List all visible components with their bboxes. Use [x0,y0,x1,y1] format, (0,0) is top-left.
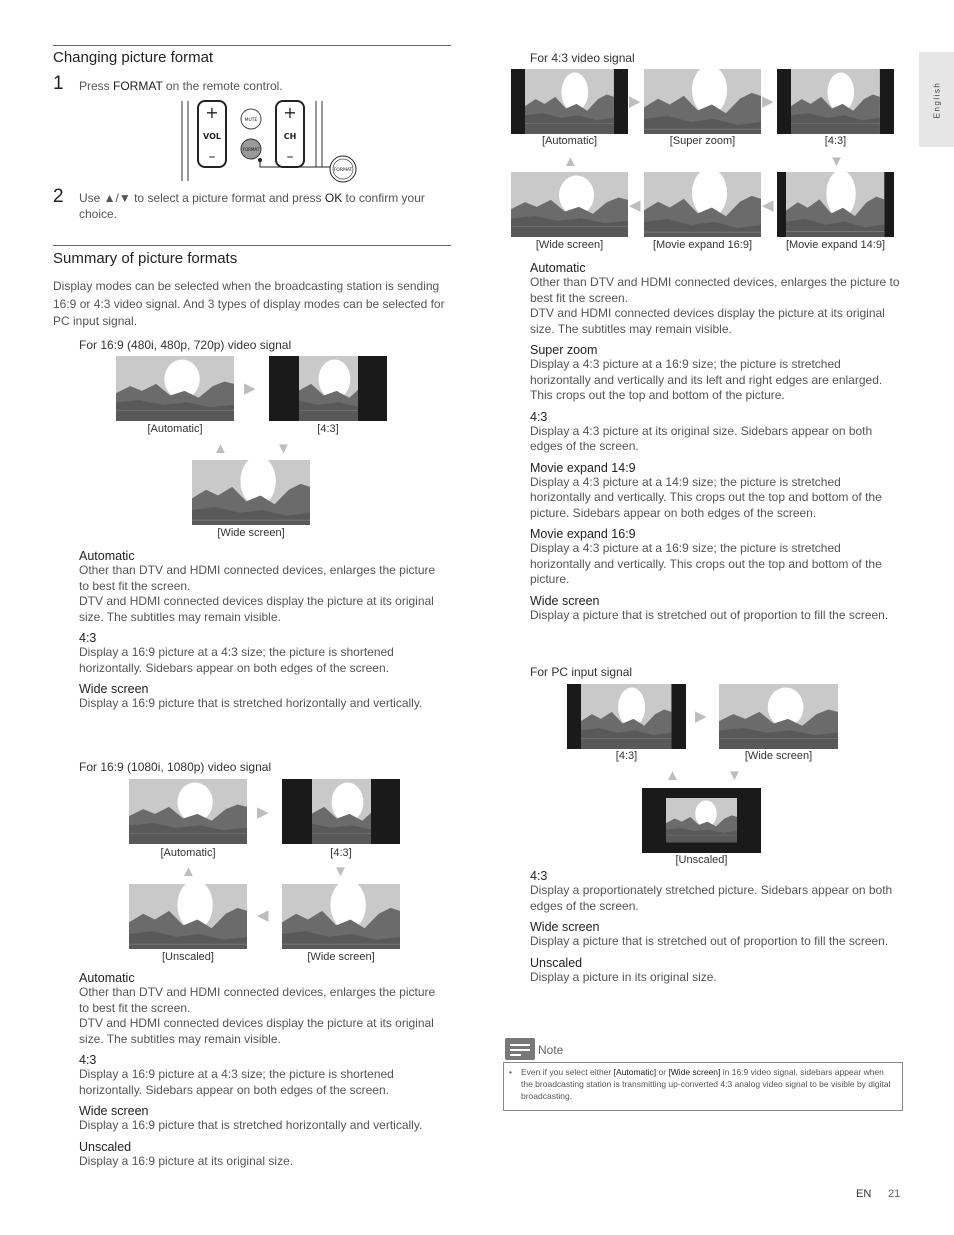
definition-list [530,869,904,991]
svg-text:–: – [208,149,216,165]
flow-arrow-icon: ◀ [257,907,269,924]
rule [53,245,451,246]
definition-item [79,971,444,1047]
section-title-summary: Summary of picture formats [53,250,238,267]
tv-thumbnail [567,684,686,749]
flow-arrow-icon: ◀ [762,197,774,214]
definition-term: 4:3 [530,869,548,883]
flow-arrow-icon: ▲ [213,440,228,457]
language-tab: English [919,52,954,147]
tv-thumbnail [777,172,894,237]
flow-arrow-icon: ▲ [563,153,578,170]
definition-term: Wide screen [530,593,600,608]
definition-item [530,527,904,588]
format-caption: [Unscaled] [675,854,728,866]
format-caption: [4:3] [824,135,847,147]
tv-thumbnail [282,779,400,844]
definition-term: Super zoom [530,343,598,357]
flow-arrow-icon: ▶ [762,93,774,110]
svg-text:FORMAT: FORMAT [242,147,260,152]
flow-arrow-icon: ▲ [181,863,196,880]
format-caption: [Super zoom] [669,135,736,147]
svg-text:VOL: VOL [203,132,221,141]
flow-arrow-icon: ▶ [695,708,707,725]
definition-desc: Display a 16:9 picture that is stretched horizontally and vertically. [79,696,423,710]
flow-arrow-icon: ▼ [333,863,348,880]
definition-item [79,1053,444,1098]
definition-term: 4:3 [79,631,97,645]
definition-desc: Display a picture that is stretched out of proportion to fill the screen. [530,934,889,948]
definition-item [79,1140,444,1170]
definition-term: Automatic [530,261,586,275]
section-title-changing: Changing picture format [53,49,214,66]
step-number: 1 [53,73,64,94]
svg-text:FORMAT: FORMAT [333,168,353,173]
definition-term: Unscaled [79,1139,132,1154]
definition-list [530,261,904,629]
tv-thumbnail [282,884,400,949]
format-caption: [Automatic] [147,423,203,435]
definition-item [79,682,444,712]
definition-list [79,549,444,718]
definition-desc: Display a picture in its original size. [530,969,717,984]
definition-item [79,1104,444,1134]
svg-text:CH: CH [283,132,297,141]
flow-arrow-icon: ◀ [629,197,641,214]
format-caption: [4:3] [317,423,339,435]
definition-desc: Display a proportionately stretched picture. Sidebars appear on both edges of the screen. [530,883,893,913]
summary-intro: Display modes can be selected when the broadcasting station is sending 16:9 or 4:3 video signal. And 3 types of display modes can be selected for PC input signal. [53,279,445,328]
format-caption: [Wide screen] [307,951,375,963]
svg-text:–: – [286,149,294,165]
tv-thumbnail [719,684,838,749]
definition-term: Movie expand 16:9 [530,527,636,541]
definition-desc: Display a 16:9 picture that is stretched horizontally and vertically. [79,1118,423,1132]
signal-heading: For 16:9 (480i, 480p, 720p) video signal [79,338,292,352]
note-text: Even if you select either [Automatic] or [Wide screen] in 16:9 video signal, sidebars appear when the broadcasting station is transmitting up-converted 4:3 analog video signal to be visible by digital broadcasting. [521,1067,891,1101]
definition-list [79,971,444,1175]
format-caption: [Automatic] [541,135,598,147]
flow-arrow-icon: ▶ [244,380,256,397]
definition-desc: Other than DTV and HDMI connected devices, enlarges the picture to best fit the screen. DTV and HDMI connected devices display the picture at its original size. The subtitles may remain visible. [530,275,900,336]
definition-term: Movie expand 14:9 [530,460,636,475]
definition-desc: Display a 4:3 picture at its original size. Sidebars appear on both edges of the screen. [530,423,873,453]
definition-desc: Display a picture that is stretched out of proportion to fill the screen. [530,607,889,622]
definition-term: Wide screen [530,920,600,934]
tv-thumbnail [511,172,628,237]
remote-illustration [178,97,363,185]
definition-term: 4:3 [530,409,548,424]
definition-item [530,261,904,337]
definition-item [530,461,904,522]
definition-desc: Display a 16:9 picture at a 4:3 size; the picture is shortened horizontally. Sidebars appear on both edges of the screen. [79,645,394,675]
step-number: 2 [53,186,64,207]
flow-arrow-icon: ▶ [257,804,269,821]
definition-item [530,410,904,455]
definition-item [530,869,904,914]
note-label: Note [538,1043,564,1057]
footer-lang: EN [856,1188,872,1200]
tv-thumbnail [644,69,761,134]
definition-term: Wide screen [79,1104,149,1118]
definition-desc: Display a 16:9 picture at a 4:3 size; the picture is shortened horizontally. Sidebars appear on both edges of the screen. [79,1067,394,1097]
definition-term: Automatic [79,971,135,985]
signal-heading: For 4:3 video signal [530,51,635,65]
definition-desc: Other than DTV and HDMI connected devices, enlarges the picture to best fit the screen. DTV and HDMI connected devices display the picture at its original size. The subtitles may remain visible. [79,985,436,1046]
svg-text:+: + [205,103,219,122]
format-caption: [Wide screen] [744,750,813,762]
tv-thumbnail [642,788,761,853]
format-caption: [Movie expand 16:9] [652,239,753,251]
tv-thumbnail [129,884,247,949]
definition-desc: Display a 4:3 picture at a 14:9 size; the picture is stretched horizontally and vertically. This crops out the top and bottom of the picture. Sidebars appear on both edges of the screen. [530,474,882,520]
definition-item [530,343,904,404]
definition-term: Unscaled [530,955,583,970]
flow-arrow-icon: ▼ [276,440,291,457]
rule [53,45,451,46]
tv-thumbnail [129,779,247,844]
definition-term: Automatic [79,549,135,563]
tv-thumbnail [511,69,628,134]
format-caption: [Wide screen] [217,527,285,539]
signal-heading: For 16:9 (1080i, 1080p) video signal [79,760,272,774]
flow-arrow-icon: ▼ [727,767,742,784]
definition-desc: Display a 4:3 picture at a 16:9 size; the picture is stretched horizontally and vertically and its left and right edges are enlarged. This crops out the top and bottom of the picture. [530,357,883,402]
note-bullet: • [509,1067,512,1077]
format-caption: [4:3] [330,847,352,859]
flow-arrow-icon: ▼ [829,153,844,170]
note-box [503,1062,903,1111]
format-caption: [Wide screen] [535,239,604,251]
page-number: 21 [888,1188,901,1200]
definition-item [79,549,444,625]
definition-desc: Other than DTV and HDMI connected devices, enlarges the picture to best fit the screen. DTV and HDMI connected devices display the picture at its original size. The subtitles may remain visible. [79,563,436,624]
tv-thumbnail [192,460,310,525]
definition-desc: Display a 4:3 picture at a 16:9 size; the picture is stretched horizontally and vertically. This crops out the top and bottom of the picture. [530,541,882,586]
flow-arrow-icon: ▲ [665,767,680,784]
definition-item [79,631,444,676]
definition-item [530,920,904,950]
step1-text: Press FORMAT on the remote control. [79,79,283,93]
step2-text: Use ▲/▼ to select a picture format and press OK to confirm your choice. [79,191,425,221]
definition-item [530,594,904,624]
tv-thumbnail [777,69,894,134]
note-icon [505,1038,535,1062]
tv-thumbnail [269,356,387,421]
tv-thumbnail [116,356,234,421]
definition-term: Wide screen [79,682,149,696]
format-caption: [Unscaled] [162,951,214,963]
definition-term: 4:3 [79,1053,97,1067]
flow-arrow-icon: ▶ [629,93,641,110]
format-caption: [Automatic] [160,847,216,859]
format-caption: [4:3] [615,750,638,762]
definition-desc: Display a 16:9 picture at its original size. [79,1153,294,1168]
svg-text:+: + [283,103,297,122]
definition-item [530,956,904,986]
format-caption: [Movie expand 14:9] [785,239,886,251]
signal-heading: For PC input signal [530,665,633,679]
svg-text:MUTE: MUTE [244,118,258,123]
tv-thumbnail [644,172,761,237]
